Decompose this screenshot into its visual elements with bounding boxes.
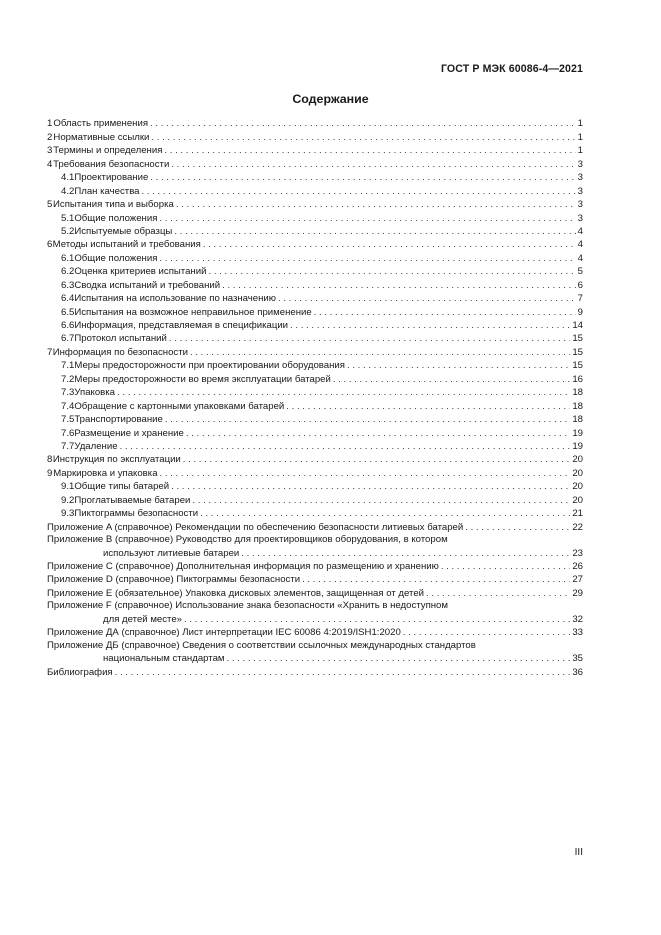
toc-leader-dots — [184, 614, 570, 625]
toc-entry — [47, 559, 583, 572]
toc-entry-number: 6.7 — [61, 333, 75, 345]
toc-entry-page: 3 — [577, 212, 583, 224]
toc-leader-dots — [222, 280, 576, 291]
toc-entry — [47, 291, 583, 304]
toc-entry-title: Общие положения — [74, 252, 158, 264]
toc-entry-number: 3 — [47, 145, 53, 157]
toc-entry-title: План качества — [74, 185, 140, 197]
toc-leader-dots — [142, 186, 576, 197]
toc-entry — [47, 638, 583, 651]
toc-entry-page: 26 — [572, 560, 583, 572]
toc-entry — [47, 625, 583, 638]
toc-entry — [47, 156, 583, 169]
table-of-contents — [47, 116, 583, 678]
toc-entry — [47, 224, 583, 237]
toc-entry-page: 15 — [572, 333, 583, 345]
toc-entry-title: Приложение ДБ (справочное) Сведения о соответствии ссылочных международных стандартов — [47, 639, 476, 651]
toc-entry-title: для детей месте» — [103, 613, 183, 625]
toc-entry-number: 4.2 — [61, 185, 75, 197]
toc-entry-number: 6.2 — [61, 266, 75, 278]
toc-entry-number: 7.4 — [61, 400, 75, 412]
toc-entry-title: Приложение D (справочное) Пиктограммы безопасности — [47, 574, 301, 586]
toc-entry — [47, 519, 583, 532]
toc-leader-dots — [290, 320, 570, 331]
toc-entry-number: 6 — [47, 239, 53, 251]
toc-entry-number: 6.4 — [61, 293, 75, 305]
toc-entry-page: 20 — [572, 494, 583, 506]
toc-leader-dots — [120, 441, 571, 452]
toc-entry-page: 20 — [572, 454, 583, 466]
toc-entry-title: Испытуемые образцы — [74, 225, 173, 237]
toc-entry — [47, 183, 583, 196]
toc-entry — [47, 439, 583, 452]
toc-entry-number: 7.5 — [61, 414, 75, 426]
toc-leader-dots — [302, 574, 570, 585]
toc-entry-page: 15 — [572, 360, 583, 372]
toc-entry-title: Упаковка — [74, 387, 116, 399]
toc-leader-dots — [333, 374, 570, 385]
toc-entry-page: 14 — [572, 320, 583, 331]
toc-leader-dots — [441, 561, 571, 572]
toc-entry-title: Протокол испытаний — [74, 333, 167, 345]
toc-leader-dots — [115, 667, 571, 678]
toc-leader-dots — [186, 428, 570, 439]
toc-entry-title: используют литиевые батареи — [103, 547, 240, 559]
toc-leader-dots — [165, 414, 571, 425]
toc-entry-title: Приложение E (обязательное) Упаковка дисковых элементов, защищенная от детей — [47, 587, 425, 599]
toc-entry-number: 6.6 — [61, 320, 75, 331]
toc-entry-page: 19 — [572, 427, 583, 439]
toc-entry-number: 7.3 — [61, 387, 75, 399]
toc-entry — [47, 572, 583, 585]
toc-entry-page: 6 — [577, 279, 583, 291]
toc-leader-dots — [174, 226, 575, 237]
page-title: Содержание — [292, 92, 369, 106]
toc-entry — [47, 344, 583, 357]
toc-entry — [47, 506, 583, 519]
toc-leader-dots — [190, 347, 570, 358]
toc-entry-number: 7.2 — [61, 373, 75, 385]
toc-entry-page: 4 — [577, 239, 583, 251]
toc-entry — [47, 264, 583, 277]
toc-entry-page: 15 — [572, 346, 583, 358]
toc-entry-number: 1 — [47, 118, 53, 130]
toc-leader-dots — [171, 481, 570, 492]
toc-leader-dots — [227, 653, 571, 664]
toc-entry-title: Меры предосторожности во время эксплуатации батарей — [74, 373, 331, 385]
toc-leader-dots — [117, 387, 570, 398]
toc-entry — [47, 492, 583, 505]
document-standard-number: ГОСТ Р МЭК 60086-4—2021 — [440, 63, 583, 75]
toc-entry — [47, 116, 583, 129]
toc-entry-title: Библиография — [47, 666, 113, 678]
toc-entry-number: 5.1 — [61, 212, 75, 224]
toc-entry-title: Приложение A (справочное) Рекомендации по обеспечению безопасности литиевых батарей — [47, 521, 464, 533]
toc-leader-dots — [159, 253, 575, 264]
page-folio: III — [574, 847, 583, 858]
toc-entry — [47, 277, 583, 290]
toc-entry-page: 35 — [572, 653, 583, 665]
toc-entry-number: 7.7 — [61, 440, 75, 452]
toc-entry-title: Испытания на использование по назначению — [74, 293, 276, 305]
toc-entry-title: Информация по безопасности — [52, 346, 188, 358]
toc-entry — [47, 412, 583, 425]
toc-entry — [47, 398, 583, 411]
toc-entry-page: 21 — [572, 508, 583, 520]
toc-leader-dots — [150, 172, 575, 183]
toc-entry — [47, 599, 583, 612]
toc-entry — [47, 304, 583, 317]
toc-entry-number: 6.3 — [61, 279, 75, 291]
toc-entry-number: 2 — [47, 131, 53, 143]
toc-leader-dots — [183, 454, 571, 465]
toc-entry-number: 5.2 — [61, 225, 75, 237]
toc-leader-dots — [150, 118, 576, 129]
toc-entry-title: Приложение F (справочное) Использование знака безопасности «Хранить в недоступном — [47, 600, 448, 612]
toc-entry-title: Приложение B (справочное) Руководство для проектировщиков оборудования, в котором — [47, 534, 448, 546]
toc-entry — [47, 197, 583, 210]
toc-entry-title: Размещение и хранение — [74, 427, 184, 439]
toc-entry-page: 27 — [572, 574, 583, 586]
toc-entry-page: 22 — [572, 521, 583, 533]
toc-leader-dots — [192, 495, 570, 506]
toc-entry — [47, 358, 583, 371]
toc-entry-page: 3 — [577, 199, 583, 211]
toc-leader-dots — [159, 213, 575, 224]
toc-entry-title: Проектирование — [74, 172, 149, 184]
toc-entry — [47, 545, 583, 558]
toc-entry-page: 16 — [572, 373, 583, 385]
toc-entry — [47, 250, 583, 263]
toc-leader-dots — [278, 293, 576, 304]
toc-entry-page: 7 — [577, 293, 583, 305]
toc-entry-page: 18 — [572, 400, 583, 412]
toc-entry-title: Область применения — [53, 118, 149, 130]
toc-leader-dots — [403, 627, 571, 638]
toc-entry-page: 29 — [572, 587, 583, 599]
toc-entry-page: 32 — [572, 613, 583, 625]
toc-entry-title: Меры предосторожности при проектировании оборудования — [74, 360, 345, 372]
toc-entry-number: 4.1 — [61, 172, 75, 184]
toc-entry-page: 1 — [577, 118, 583, 130]
toc-leader-dots — [169, 333, 570, 344]
toc-entry-page: 9 — [577, 306, 583, 318]
toc-entry-page: 1 — [577, 131, 583, 143]
toc-entry — [47, 331, 583, 344]
toc-entry-title: Проглатываемые батареи — [74, 494, 191, 506]
toc-entry — [47, 210, 583, 223]
toc-entry-number: 9.2 — [61, 494, 75, 506]
toc-entry — [47, 651, 583, 664]
toc-entry — [47, 664, 583, 677]
toc-leader-dots — [176, 199, 576, 210]
toc-entry-number: 7 — [47, 346, 53, 358]
toc-entry-title: Транспортирование — [74, 414, 163, 426]
toc-leader-dots — [286, 401, 570, 412]
toc-entry-title: Пиктограммы безопасности — [74, 508, 199, 520]
toc-entry-title: Инструкция по эксплуатации — [52, 454, 181, 466]
toc-entry-title: Маркировка и упаковка — [53, 467, 158, 479]
toc-leader-dots — [426, 588, 570, 599]
toc-entry-page: 4 — [577, 225, 583, 237]
toc-entry-page: 33 — [572, 627, 583, 639]
toc-entry — [47, 129, 583, 142]
toc-entry — [47, 143, 583, 156]
toc-entry-title: Нормативные ссылки — [53, 131, 150, 143]
toc-entry — [47, 318, 583, 331]
toc-entry-title: Общие типы батарей — [74, 481, 170, 493]
toc-entry-number: 5 — [47, 199, 53, 211]
toc-entry-page: 1 — [577, 145, 583, 157]
toc-leader-dots — [347, 360, 570, 371]
toc-entry-page: 4 — [577, 252, 583, 264]
toc-entry-title: национальным стандартам — [103, 653, 225, 665]
toc-entry — [47, 452, 583, 465]
toc-leader-dots — [314, 307, 576, 318]
toc-entry-number: 8 — [47, 454, 53, 466]
toc-entry-title: Оценка критериев испытаний — [74, 266, 207, 278]
toc-entry-title: Испытания на возможное неправильное применение — [74, 306, 312, 318]
toc-leader-dots — [164, 145, 575, 156]
toc-entry-title: Приложение C (справочное) Дополнительная информация по размещению и хранению — [47, 560, 439, 572]
toc-leader-dots — [203, 239, 576, 250]
toc-entry — [47, 371, 583, 384]
toc-entry — [47, 425, 583, 438]
toc-entry-title: Обращение с картонными упаковками батарей — [74, 400, 285, 412]
toc-entry — [47, 385, 583, 398]
toc-leader-dots — [200, 508, 570, 519]
toc-entry-title: Сводка испытаний и требований — [74, 279, 221, 291]
toc-leader-dots — [171, 159, 575, 170]
toc-entry-number: 7.1 — [61, 360, 75, 372]
toc-entry-number: 4 — [47, 158, 53, 170]
toc-entry-title: Общие положения — [74, 212, 158, 224]
toc-entry-page: 3 — [577, 158, 583, 170]
toc-entry-title: Испытания типа и выборка — [53, 199, 174, 211]
toc-entry-number: 6.1 — [61, 252, 75, 264]
toc-entry-page: 5 — [577, 266, 583, 278]
toc-entry-page: 3 — [577, 172, 583, 184]
toc-entry-title: Требования безопасности — [53, 158, 170, 170]
toc-entry — [47, 585, 583, 598]
toc-entry — [47, 479, 583, 492]
toc-entry — [47, 170, 583, 183]
toc-leader-dots — [151, 132, 575, 143]
toc-leader-dots — [241, 548, 570, 559]
toc-leader-dots — [465, 522, 570, 533]
toc-entry-page: 18 — [572, 387, 583, 399]
toc-entry-title: Методы испытаний и требования — [52, 239, 201, 251]
toc-entry-number: 9.1 — [61, 481, 75, 493]
toc-entry-number: 7.6 — [61, 427, 75, 439]
toc-entry-page: 20 — [572, 467, 583, 479]
toc-entry-title: Термины и определения — [53, 145, 163, 157]
toc-entry-page: 18 — [572, 414, 583, 426]
toc-entry-title: Удаление — [74, 440, 118, 452]
toc-entry-title: Приложение ДА (справочное) Лист интерпретации IEC 60086 4:2019/ISH1:2020 — [47, 627, 401, 639]
toc-entry-page: 3 — [577, 185, 583, 197]
toc-entry — [47, 237, 583, 250]
toc-entry-page: 36 — [572, 666, 583, 678]
toc-entry-number: 6.5 — [61, 306, 75, 318]
toc-leader-dots — [160, 468, 571, 479]
toc-entry — [47, 465, 583, 478]
toc-entry-page: 20 — [572, 481, 583, 493]
toc-entry-number: 9.3 — [61, 508, 75, 520]
toc-leader-dots — [208, 266, 575, 277]
toc-entry-number: 9 — [47, 467, 53, 479]
toc-entry-title: Информация, представляемая в спецификации — [74, 320, 289, 331]
toc-entry — [47, 533, 583, 546]
toc-entry — [47, 611, 583, 624]
toc-entry-page: 23 — [572, 547, 583, 559]
toc-entry-page: 19 — [572, 440, 583, 452]
